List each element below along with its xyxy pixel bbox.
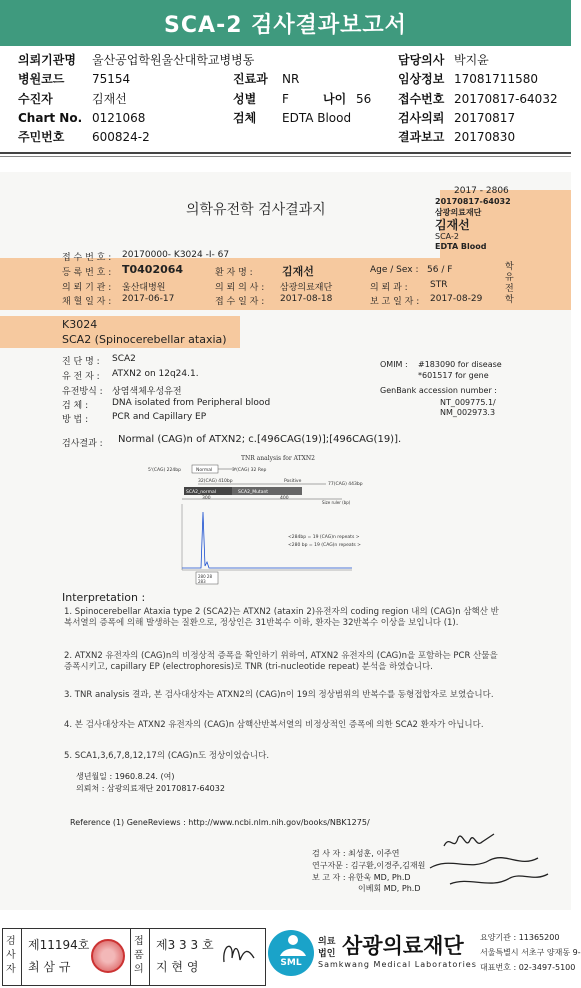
req-dept-label: 의 뢰 과 :	[370, 283, 408, 293]
approver-label: 접품의	[134, 936, 144, 975]
genbank-label: GenBank accession number :	[380, 386, 497, 395]
institution-label: 의뢰기관명	[18, 53, 76, 67]
request-date-value: 20170817	[454, 111, 516, 125]
reg-no-label: 접 수 번 호 :	[62, 253, 112, 263]
hospital-code-value: 75154	[92, 72, 131, 86]
id-value: T0402064	[122, 263, 184, 276]
collection-date-label: 채 혈 일 자 :	[62, 297, 112, 307]
receipt-no-value: 20170817-64032	[454, 92, 558, 106]
resident-no-label: 주민번호	[18, 130, 65, 144]
graph-title: TNR analysis for ATXN2	[241, 455, 315, 462]
age-label: 나이	[323, 92, 347, 106]
specimen-scan-value: DNA isolated from Peripheral blood	[112, 398, 271, 408]
id-label: 등 록 번 호 :	[62, 268, 112, 278]
request-date-label: 검사의뢰	[398, 111, 445, 125]
stamp-line: SCA-2	[435, 232, 459, 241]
report-date-value: 20170830	[454, 130, 516, 144]
approver-name: 지 현 영	[156, 960, 199, 974]
method-value: PCR and Capillary EP	[112, 412, 207, 422]
hospital-code-label: 병원코드	[18, 72, 65, 86]
approver-label-cell	[130, 928, 150, 986]
signatory-line: 보 고 자 : 유한욱 MD, Ph.D	[312, 873, 411, 882]
genbank-value-1: NT_009775.1/	[440, 398, 496, 407]
corp-english-name: Samkwang Medical Laboratories	[318, 960, 477, 969]
logo-figure-icon	[276, 932, 310, 958]
age-sex-value: 56 / F	[427, 265, 453, 275]
doctor-value: 박지윤	[454, 53, 489, 67]
report-date-label: 결과보고	[398, 130, 445, 144]
reference: Reference (1) GeneReviews : http://www.ncbi.nlm.nih.gov/books/NBK1275/	[70, 818, 370, 827]
req-dept-value: STR	[430, 280, 448, 290]
receipt-no-label: 접수번호	[398, 92, 445, 106]
result-value: Normal (CAG)n of ATXN2; c.[496CAG(19)];[496CAG(19)].	[118, 434, 402, 445]
patient-name-value: 김재선	[282, 265, 314, 278]
approver-signature	[220, 936, 260, 970]
test-code: K3024	[62, 318, 98, 331]
diag-label: 진 단 명 :	[62, 357, 100, 367]
tester-seal	[91, 939, 125, 973]
sex-label: 성별	[233, 92, 257, 106]
clinical-info-label: 임상정보	[398, 72, 445, 86]
normal-box-text: Normal	[196, 468, 213, 473]
signatory-line: 이베회 MD, Ph.D	[358, 884, 421, 893]
specimen-value: EDTA Blood	[282, 111, 352, 125]
stamp-line: 20170817-64032	[435, 197, 511, 206]
approver-license: 제3 3 3 호	[156, 938, 214, 952]
interpretation-item: 1. Spinocerebellar Ataxia type 2 (SCA2)는 ATXN2 (ataxin 2)유전자의 coding region 내의 (CAG)n 삼핵산 반복서열의 증폭에 의해 발생하는 질환으로, 정상인은 31반복수 이하, 환자는 32반복수 이상을 보입니다 (1).	[64, 607, 499, 628]
stamp-line: EDTA Blood	[435, 242, 487, 251]
tester-name: 최 삼 규	[28, 960, 71, 974]
receipt-date-value: 2017-08-18	[280, 294, 333, 304]
specimen-scan-label: 검 체 :	[62, 401, 89, 411]
diag-value: SCA2	[112, 354, 136, 364]
sex-value: F	[282, 92, 289, 106]
resident-no-value: 600824-2	[92, 130, 150, 144]
age-sex-label: Age / Sex :	[370, 265, 419, 275]
doctor-label: 담당의사	[398, 53, 445, 67]
tester-label: 검사자	[6, 936, 16, 975]
interpretation-title: Interpretation :	[62, 591, 146, 604]
graph-left-label: 5'(CAG) 224bp	[148, 468, 181, 473]
omim-label: OMIM :	[380, 360, 408, 369]
positive-label: Positive	[284, 479, 302, 484]
gene-label: 유 전 자 :	[62, 372, 100, 382]
corp-name: 삼광의료재단	[342, 934, 464, 958]
result-label: 검사결과 :	[62, 439, 103, 449]
interpretation-item: 2. ATXN2 유전자의 (CAG)n의 비정상적 증폭을 확인하기 위하여, ATXN2 유전자의 (CAG)n을 포함하는 PCR 산물을 증폭시키고, capillary EP (electrophoresis)로 TNR (tri-nucleotide repeat) 분석을 하였습니다.	[64, 651, 498, 672]
department-label: 진료과	[233, 72, 268, 86]
normal-tag: SCA2_normal	[186, 490, 216, 495]
clinical-info-value: 17081711580	[454, 72, 538, 86]
tnr-graph	[146, 452, 376, 590]
annotation-2: <280 bp = 19 (CAG)n repeats >	[288, 543, 361, 548]
birth-date: 생년월일 : 1960.8.24. (여)	[76, 772, 175, 781]
req-doctor-label: 의 뢰 의 사 :	[215, 283, 265, 293]
graph-right-label: 3'(CAG) 32 Rep	[232, 468, 267, 473]
inherit-label: 유전방식 :	[62, 387, 103, 397]
referral-no: 의뢰처 : 삼광의료재단 20170817-64032	[76, 784, 225, 793]
test-name: SCA2 (Spinocerebellar ataxia)	[62, 333, 227, 346]
gene-value: ATXN2 on 12q24.1.	[112, 369, 199, 379]
bar-label: 32(CAG) 410bp	[198, 479, 233, 484]
handwritten-signature	[410, 828, 560, 898]
method-label: 방 법 :	[62, 415, 89, 425]
phone: 대표번호 : 02-3497-5100	[480, 963, 576, 972]
interpretation-item: 3. TNR analysis 결과, 본 검사대상자는 ATXN2의 (CAG)n이 19의 정상범위의 반복수를 동형접합자로 보였습니다.	[64, 690, 494, 700]
omim-gene: *601517 for gene	[418, 371, 489, 380]
size-ruler-label: Size ruler (bp)	[322, 500, 351, 505]
inherit-value: 상염색체우성유전	[112, 387, 182, 397]
doc-title: 의학유전학 검사결과지	[186, 202, 326, 218]
stamp-line: 김재선	[435, 218, 470, 232]
patient-value: 김재선	[92, 92, 127, 106]
chart-no-value: 0121068	[92, 111, 146, 125]
tester-license: 제11194호	[28, 938, 90, 952]
specimen-label: 검체	[233, 111, 257, 125]
corp-prefix-2: 법인	[318, 949, 336, 959]
report-date-scan-label: 보 고 일 자 :	[370, 297, 420, 307]
stamp-line: 2017 - 2806	[454, 186, 509, 196]
req-doctor-value: 삼광의료재단	[280, 283, 333, 293]
logo-text: SML	[280, 958, 302, 968]
bar-right-label: 77(CAG) 443bp	[328, 482, 363, 487]
tick-300: 300	[202, 496, 211, 501]
genbank-value-2: NM_002973.3	[440, 408, 496, 417]
annotation-1: <284bp = 19 (CAG)n repeats >	[288, 535, 360, 540]
chart-no-label: Chart No.	[18, 111, 83, 125]
facility-code: 요양기관 : 11365200	[480, 933, 560, 942]
header-divider	[0, 152, 571, 154]
receipt-date-label: 접 수 일 자 :	[215, 297, 265, 307]
address: 서울특별시 서초구 양재동 9-	[480, 948, 581, 957]
inst-value: 울산대병원	[122, 283, 166, 293]
interpretation-item: 4. 본 검사대상자는 ATXN2 유전자의 (CAG)n 삼핵산반복서열의 비정상적인 증폭에 의한 SCA2 환자가 아닙니다.	[64, 720, 484, 730]
collection-date-value: 2017-06-17	[122, 294, 175, 304]
report-title: SCA-2 검사결과보고서	[0, 0, 571, 46]
stamp-line: 삼광의료재단	[435, 208, 482, 217]
report-date-scan-value: 2017-08-29	[430, 294, 483, 304]
age-value: 56	[356, 92, 372, 106]
peak-box-text-1: 280 28	[198, 574, 212, 579]
mutant-tag: SCA2_Mutant	[238, 490, 269, 495]
signatory-line: 연구자문 : 김구환,이경주,김재원	[312, 861, 426, 870]
inst-label: 의 뢰 기 관 :	[62, 283, 112, 293]
interpretation-item: 5. SCA1,3,6,7,8,12,17의 (CAG)n도 정상이었습니다.	[64, 751, 270, 761]
department-value: NR	[282, 72, 300, 86]
peak-box-text-2: 283	[198, 579, 206, 584]
header-divider-thin	[0, 156, 571, 157]
omim-disease: #183090 for disease	[418, 360, 502, 369]
tester-label-cell	[2, 928, 22, 986]
tick-400: 400	[280, 496, 289, 501]
institution-value: 울산공업학원울산대학교병병동	[92, 53, 255, 67]
corp-prefix-1: 의료	[318, 937, 336, 947]
signatory-line: 검 사 자 : 최성훈, 이주연	[312, 849, 400, 858]
patient-name-label: 환 자 명 :	[215, 268, 253, 278]
side-note: 학 유 전 학	[505, 262, 514, 305]
patient-label: 수진자	[18, 92, 53, 106]
trace-line	[182, 512, 352, 568]
reg-no-value: 20170000- K3024 -I- 67	[122, 250, 230, 260]
